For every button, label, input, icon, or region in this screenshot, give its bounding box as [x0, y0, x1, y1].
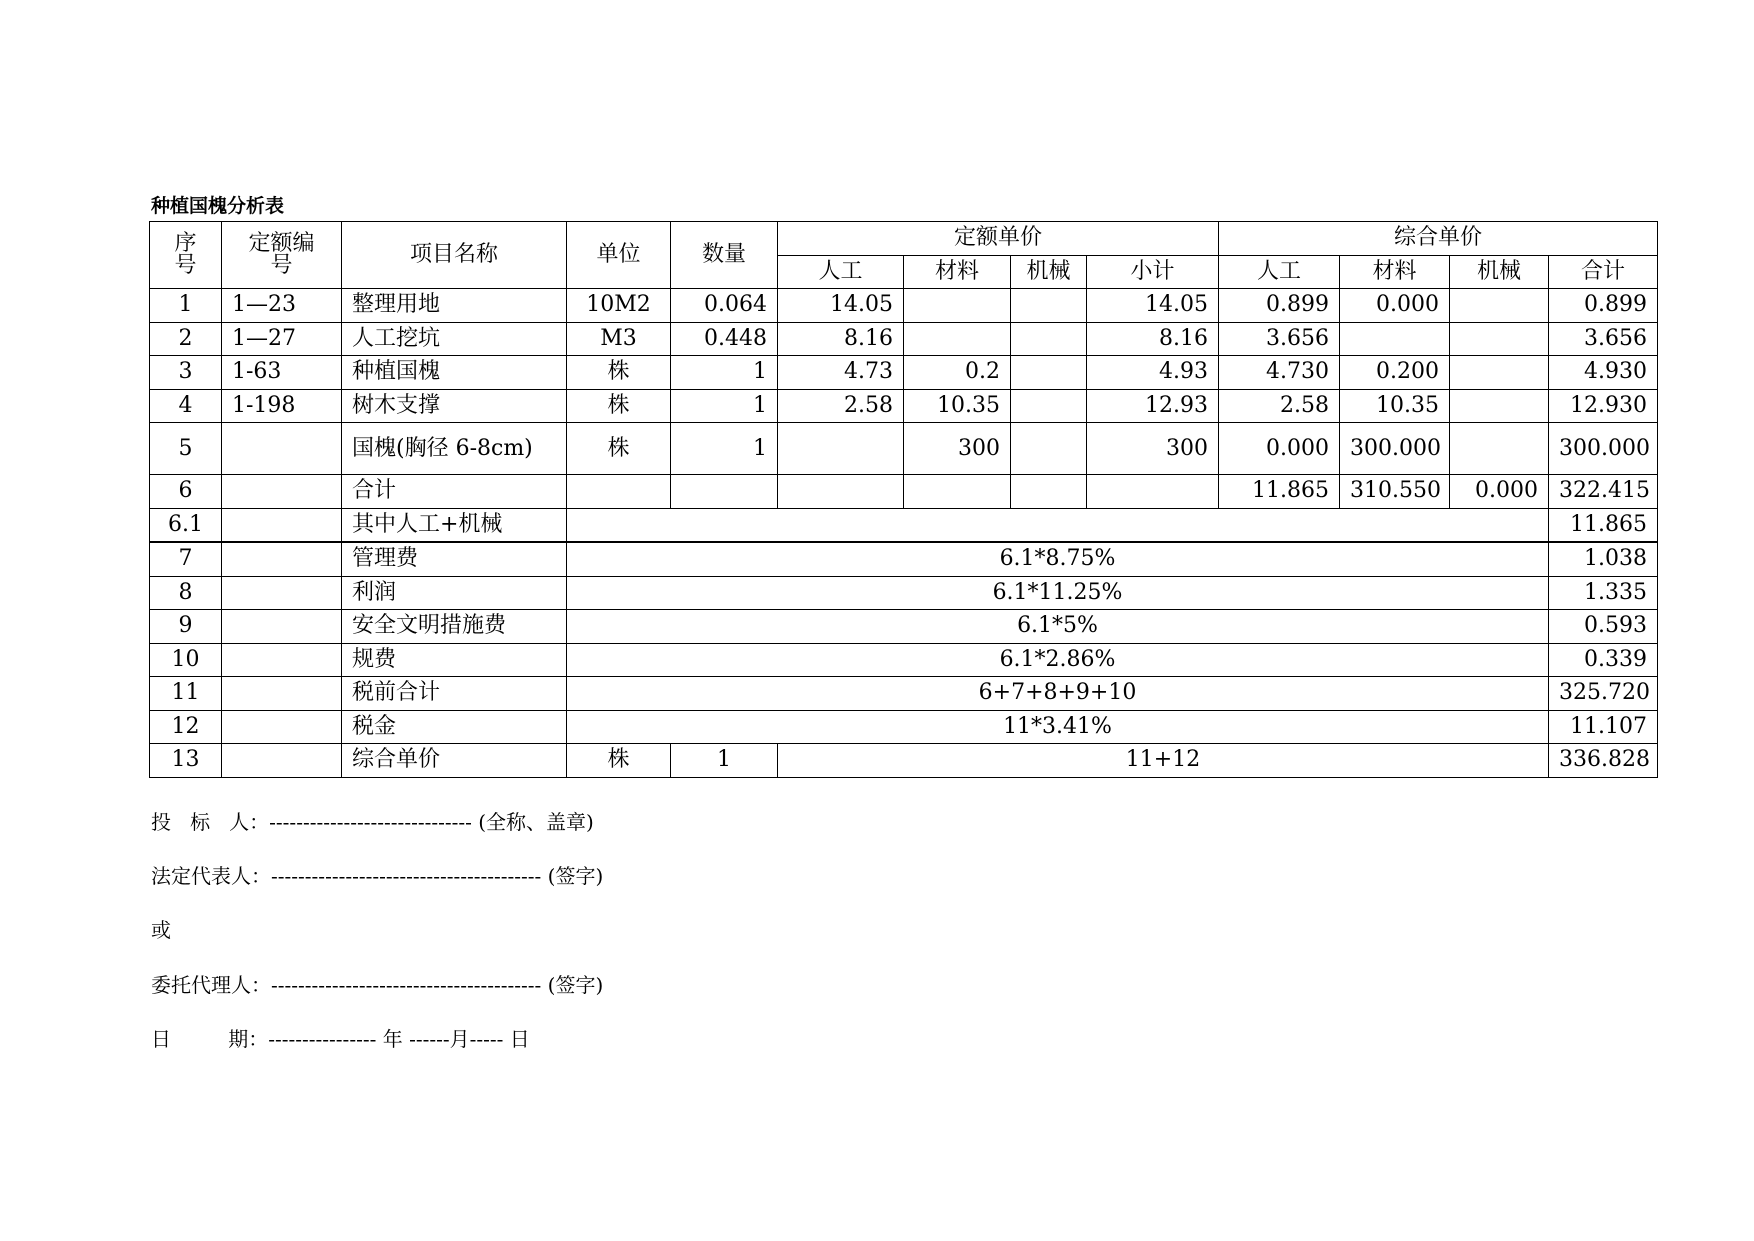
cell-qty: 1	[671, 744, 778, 778]
cell-combined-total: 336.828	[1549, 744, 1658, 778]
cell-qty: 1	[671, 423, 778, 475]
cell-name: 其中人工+机械	[342, 508, 567, 542]
header-combined-material: 材料	[1340, 255, 1450, 289]
cell-combined-material: 10.35	[1340, 389, 1450, 423]
cell-quota-labor	[778, 423, 904, 475]
table-row	[150, 576, 1658, 610]
table-row	[150, 289, 1658, 323]
date-year-line: ----------------	[268, 1027, 377, 1051]
cell-name: 种植国槐	[342, 356, 567, 390]
cell-code	[222, 677, 342, 711]
cell-qty: 0.448	[671, 322, 778, 356]
date-year: 年	[382, 1027, 403, 1051]
cell-unit: 株	[567, 423, 671, 475]
date-label: 日 期：	[151, 1027, 269, 1051]
cell-code	[222, 710, 342, 744]
date-line	[151, 1023, 530, 1052]
cell-qty: 1	[671, 356, 778, 390]
table-row	[150, 710, 1658, 744]
cell-combined-total: 300.000	[1549, 423, 1658, 475]
cell-combined-labor: 4.730	[1219, 356, 1340, 390]
cell-combined-labor: 11.865	[1219, 475, 1340, 509]
bidder-label: 投 标 人：	[151, 810, 270, 834]
cell-combined-material: 300.000	[1340, 423, 1450, 475]
table-row	[150, 643, 1658, 677]
cell-combined-machine	[1450, 289, 1549, 323]
table-row	[150, 475, 1658, 509]
cell-code	[222, 475, 342, 509]
cell-formula: 6.1*2.86%	[567, 643, 1549, 677]
cell-name: 综合单价	[342, 744, 567, 778]
cell-quota-machine	[1011, 389, 1087, 423]
header-combined-machine: 机械	[1450, 255, 1549, 289]
cell-quota-material	[904, 289, 1011, 323]
cell-seq: 12	[150, 710, 222, 744]
cell-quota-material	[904, 475, 1011, 509]
table-row	[150, 356, 1658, 390]
cell-combined-machine	[1450, 389, 1549, 423]
cell-qty	[671, 475, 778, 509]
cell-code: 1—27	[222, 322, 342, 356]
cell-combined-total: 11.107	[1549, 710, 1658, 744]
cell-quota-machine	[1011, 423, 1087, 475]
cell-quota-subtotal: 4.93	[1087, 356, 1219, 390]
cell-seq: 7	[150, 542, 222, 576]
cell-name: 树木支撑	[342, 389, 567, 423]
cell-combined-material: 0.200	[1340, 356, 1450, 390]
table-row	[150, 542, 1658, 576]
cell-quota-machine	[1011, 475, 1087, 509]
cell-quota-material	[904, 322, 1011, 356]
date-day: 日	[509, 1027, 530, 1051]
cell-qty: 1	[671, 389, 778, 423]
cell-combined-total: 1.335	[1549, 576, 1658, 610]
cell-seq: 6	[150, 475, 222, 509]
or-text: 或	[151, 918, 171, 942]
cell-combined-material: 310.550	[1340, 475, 1450, 509]
cell-name: 国槐(胸径 6-8cm)	[342, 423, 567, 475]
cell-combined-total: 4.930	[1549, 356, 1658, 390]
cell-seq: 10	[150, 643, 222, 677]
cell-name: 规费	[342, 643, 567, 677]
cell-seq: 1	[150, 289, 222, 323]
agent-signature-line: ----------------------------------------	[271, 973, 542, 997]
cell-formula: 6.1*5%	[567, 610, 1549, 644]
cell-seq: 5	[150, 423, 222, 475]
header-combined-labor: 人工	[1219, 255, 1340, 289]
date-day-line: -----	[469, 1027, 504, 1051]
cell-code: 1-198	[222, 389, 342, 423]
cell-name: 税金	[342, 710, 567, 744]
cell-quota-subtotal: 300	[1087, 423, 1219, 475]
table-title: 种植国槐分析表	[151, 195, 285, 217]
cell-name: 利润	[342, 576, 567, 610]
header-code: 定额编号	[222, 222, 342, 289]
cell-seq: 13	[150, 744, 222, 778]
cell-code	[222, 542, 342, 576]
cell-unit: 10M2	[567, 289, 671, 323]
header-seq: 序号	[150, 222, 222, 289]
cell-combined-labor: 2.58	[1219, 389, 1340, 423]
cell-unit: 株	[567, 389, 671, 423]
bidder-line	[151, 806, 594, 835]
table-row	[150, 322, 1658, 356]
cell-seq: 2	[150, 322, 222, 356]
cell-quota-labor: 4.73	[778, 356, 904, 390]
agent-line	[151, 969, 603, 998]
cell-combined-total: 11.865	[1549, 508, 1658, 542]
cell-combined-total: 12.930	[1549, 389, 1658, 423]
cell-unit: 株	[567, 356, 671, 390]
header-name: 项目名称	[342, 222, 567, 289]
cell-combined-material: 0.000	[1340, 289, 1450, 323]
table-row	[150, 508, 1658, 542]
date-month: 月	[449, 1027, 470, 1051]
header-quota-subtotal: 小计	[1087, 255, 1219, 289]
cell-formula: 11+12	[778, 744, 1549, 778]
cell-name: 安全文明措施费	[342, 610, 567, 644]
cell-qty: 0.064	[671, 289, 778, 323]
cell-formula: 6.1*11.25%	[567, 576, 1549, 610]
bidder-note: (全称、盖章)	[478, 810, 594, 834]
cell-unit: 株	[567, 744, 671, 778]
cell-quota-subtotal: 14.05	[1087, 289, 1219, 323]
cell-code	[222, 610, 342, 644]
cell-combined-machine	[1450, 356, 1549, 390]
cell-combined-machine	[1450, 423, 1549, 475]
cell-code: 1—23	[222, 289, 342, 323]
cell-combined-total: 1.038	[1549, 542, 1658, 576]
legal-label: 法定代表人：	[151, 864, 271, 888]
legal-representative-line	[151, 860, 603, 889]
cell-unit: M3	[567, 322, 671, 356]
bidder-signature-line: ------------------------------	[269, 810, 472, 834]
analysis-table	[149, 221, 1658, 778]
cell-seq: 4	[150, 389, 222, 423]
cell-combined-total: 322.415	[1549, 475, 1658, 509]
legal-note: (签字)	[547, 864, 604, 888]
cell-quota-labor	[778, 475, 904, 509]
cell-combined-labor: 0.000	[1219, 423, 1340, 475]
cell-quota-subtotal: 12.93	[1087, 389, 1219, 423]
cell-quota-material: 10.35	[904, 389, 1011, 423]
cell-code	[222, 576, 342, 610]
cell-quota-machine	[1011, 322, 1087, 356]
table-row	[150, 744, 1658, 778]
cell-code	[222, 744, 342, 778]
cell-code	[222, 423, 342, 475]
cell-code	[222, 643, 342, 677]
header-combined-total: 合计	[1549, 255, 1658, 289]
cell-quota-labor: 8.16	[778, 322, 904, 356]
agent-label: 委托代理人：	[151, 973, 271, 997]
header-unit: 单位	[567, 222, 671, 289]
cell-seq: 3	[150, 356, 222, 390]
header-quota-machine: 机械	[1011, 255, 1087, 289]
cell-name: 税前合计	[342, 677, 567, 711]
cell-quota-material: 0.2	[904, 356, 1011, 390]
cell-quota-labor: 14.05	[778, 289, 904, 323]
table-row	[150, 389, 1658, 423]
table-row	[150, 677, 1658, 711]
header-quota-material: 材料	[904, 255, 1011, 289]
cell-combined-labor: 3.656	[1219, 322, 1340, 356]
cell-combined-labor: 0.899	[1219, 289, 1340, 323]
cell-seq: 9	[150, 610, 222, 644]
cell-combined-total: 3.656	[1549, 322, 1658, 356]
cell-combined-machine: 0.000	[1450, 475, 1549, 509]
table-row	[150, 610, 1658, 644]
cell-seq: 6.1	[150, 508, 222, 542]
cell-quota-subtotal	[1087, 475, 1219, 509]
cell-name: 合计	[342, 475, 567, 509]
cell-combined-total: 325.720	[1549, 677, 1658, 711]
cell-formula: 11*3.41%	[567, 710, 1549, 744]
cell-name: 人工挖坑	[342, 322, 567, 356]
header-quota-price: 定额单价	[778, 222, 1219, 256]
cell-formula: 6.1*8.75%	[567, 542, 1549, 576]
cell-combined-total: 0.339	[1549, 643, 1658, 677]
header-quota-labor: 人工	[778, 255, 904, 289]
cell-quota-machine	[1011, 356, 1087, 390]
cell-name: 管理费	[342, 542, 567, 576]
cell-seq: 11	[150, 677, 222, 711]
date-month-line: ------	[409, 1027, 450, 1051]
cell-code: 1-63	[222, 356, 342, 390]
table-row	[150, 423, 1658, 475]
cell-combined-total: 0.593	[1549, 610, 1658, 644]
cell-code	[222, 508, 342, 542]
header-qty: 数量	[671, 222, 778, 289]
cell-quota-machine	[1011, 289, 1087, 323]
cell-unit	[567, 475, 671, 509]
cell-formula	[567, 508, 1549, 542]
cell-quota-labor: 2.58	[778, 389, 904, 423]
agent-note: (签字)	[547, 973, 604, 997]
cell-formula: 6+7+8+9+10	[567, 677, 1549, 711]
cell-combined-material	[1340, 322, 1450, 356]
cell-seq: 8	[150, 576, 222, 610]
cell-name: 整理用地	[342, 289, 567, 323]
cell-quota-material: 300	[904, 423, 1011, 475]
cell-combined-machine	[1450, 322, 1549, 356]
cell-quota-subtotal: 8.16	[1087, 322, 1219, 356]
legal-signature-line: ----------------------------------------	[271, 864, 542, 888]
cell-combined-total: 0.899	[1549, 289, 1658, 323]
header-combined-price: 综合单价	[1219, 222, 1658, 256]
